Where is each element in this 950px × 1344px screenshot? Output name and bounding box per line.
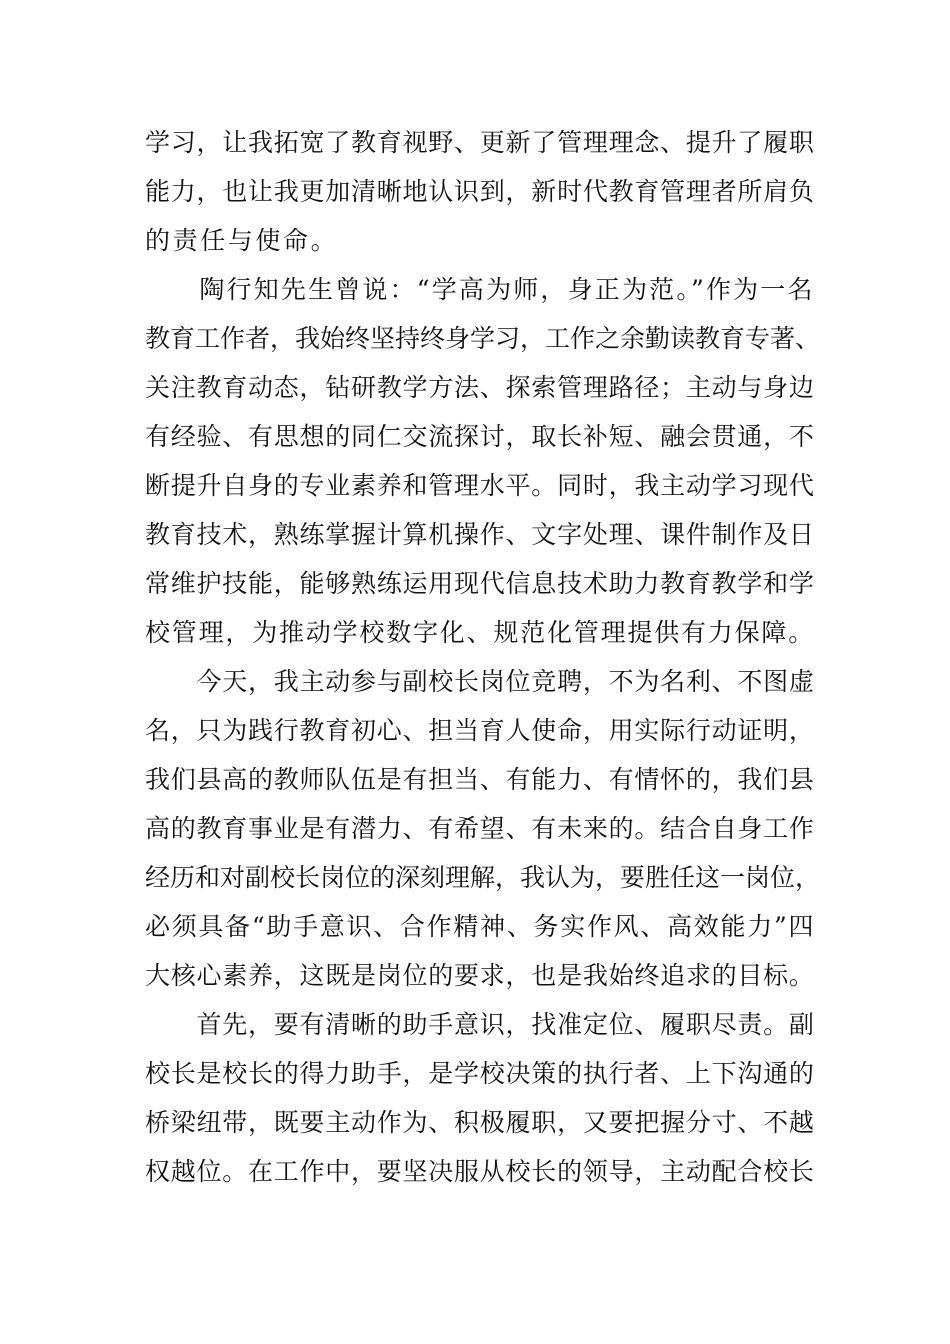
document-body — [145, 118, 821, 1196]
text-line: 高的教育事业是有潜力、有希望、有未来的。结合自身工作 — [145, 814, 815, 843]
text-line: 大核心素养，这既是岗位的要求，也是我始终追求的目标。 — [145, 961, 815, 990]
text-line: 关注教育动态，钻研教学方法、探索管理路径；主动与身边 — [145, 373, 815, 402]
text-line: 今天，我主动参与副校长岗位竞聘，不为名利、不图虚 — [145, 667, 815, 696]
text-line: 教育工作者，我始终坚持终身学习，工作之余勤读教育专著、 — [145, 324, 821, 353]
text-line: 必须具备“助手意识、合作精神、务实作风、高效能力”四 — [145, 912, 816, 941]
text-line: 有经验、有思想的同仁交流探讨，取长补短、融会贯通，不 — [145, 422, 815, 451]
text-line: 的责任与使命。 — [145, 226, 339, 255]
text-line: 名，只为践行教育初心、担当育人使命，用实际行动证明， — [145, 716, 815, 745]
text-line: 我们县高的教师队伍是有担当、有能力、有情怀的，我们县 — [145, 765, 815, 794]
text-line: 断提升自身的专业素养和管理水平。同时，我主动学习现代 — [145, 471, 815, 500]
text-line: 常维护技能，能够熟练运用现代信息技术助力教育教学和学 — [145, 569, 815, 598]
text-line: 能力，也让我更加清晰地认识到，新时代教育管理者所肩负 — [145, 177, 815, 206]
text-line: 校长是校长的得力助手，是学校决策的执行者、上下沟通的 — [145, 1059, 815, 1088]
text-line: 桥梁纽带，既要主动作为、积极履职，又要把握分寸、不越 — [145, 1108, 815, 1137]
text-line: 陶行知先生曾说：“学高为师，身正为范。”作为一名 — [145, 275, 815, 304]
text-line: 学习，让我拓宽了教育视野、更新了管理理念、提升了履职 — [145, 128, 815, 157]
text-line: 权越位。在工作中，要坚决服从校长的领导，主动配合校长 — [145, 1157, 815, 1186]
text-line: 首先，要有清晰的助手意识，找准定位、履职尽责。副 — [145, 1010, 815, 1039]
text-line: 教育技术，熟练掌握计算机操作、文字处理、课件制作及日 — [145, 520, 815, 549]
text-line: 校管理，为推动学校数字化、规范化管理提供有力保障。 — [145, 618, 816, 647]
text-line: 经历和对副校长岗位的深刻理解，我认为，要胜任这一岗位， — [145, 863, 821, 892]
